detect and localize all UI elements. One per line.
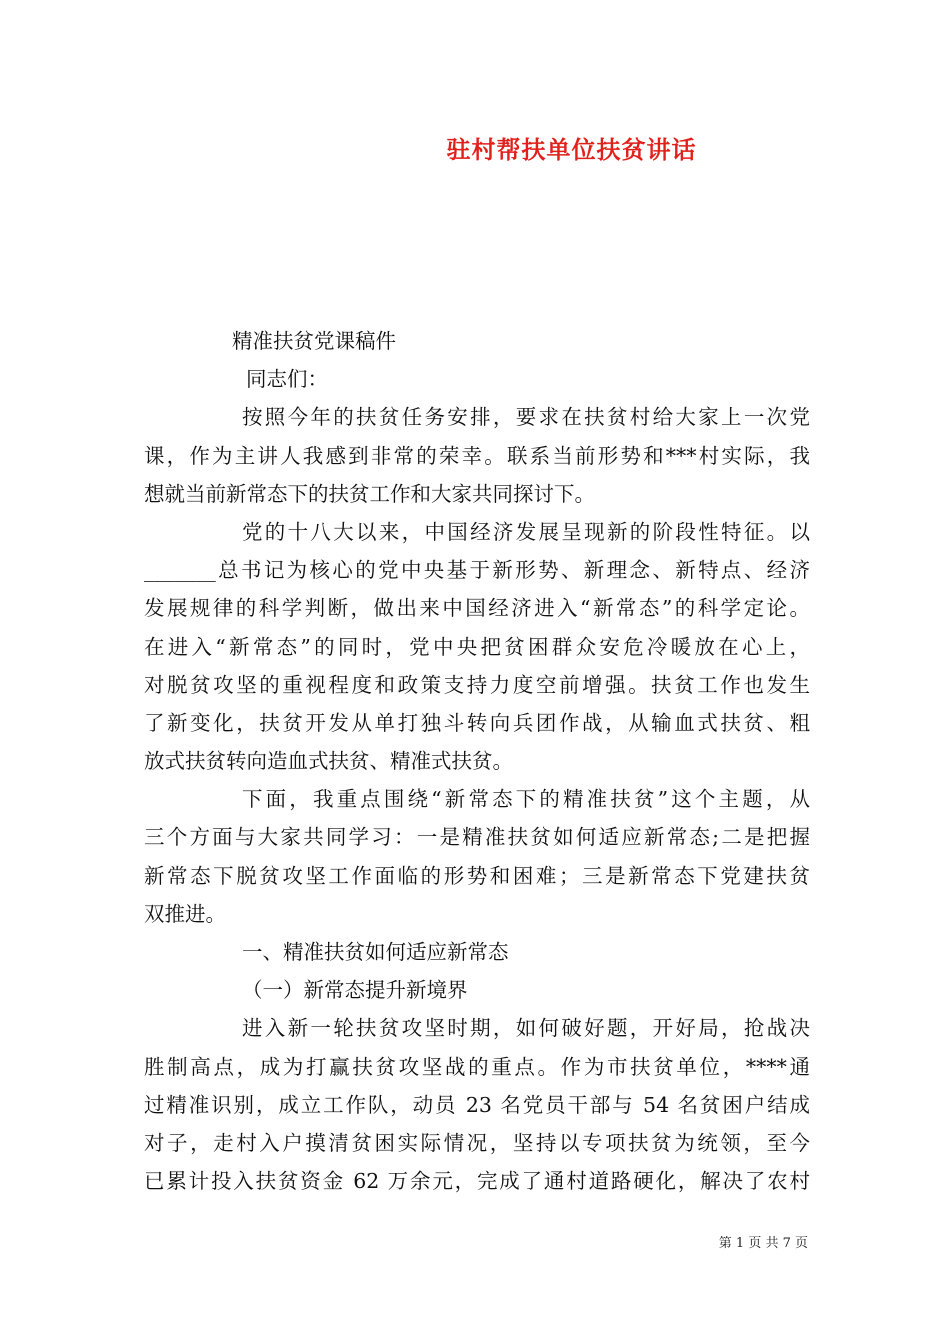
text-line: 对脱贫攻坚的重视程度和政策支持力度空前增强。扶贫工作也发生 [144,672,810,697]
text-line: 进入新一轮扶贫攻坚时期，如何破好题，开好局，抢战决 [242,1016,810,1041]
text-line: 党的十八大以来，中国经济发展呈现新的阶段性特征。以 [242,519,810,544]
text-line: 双推进。 [144,901,226,926]
text-line: （一）新常态提升新境界 [242,978,468,1003]
text-line: 已累计投入扶贫资金 62 万余元，完成了通村道路硬化，解决了农村 [144,1169,810,1194]
text-line: 了新变化，扶贫开发从单打独斗转向兵团作战，从输血式扶贫、粗 [144,710,810,735]
text-line: 放式扶贫转向造血式扶贫、精准式扶贫。 [144,749,513,774]
text-line: 在进入“新常态”的同时，党中央把贫困群众安危冷暖放在心上， [144,634,810,659]
document-body [144,322,810,1200]
text-line: 想就当前新常态下的扶贫工作和大家共同探讨下。 [144,481,595,506]
text-line: 过精准识别，成立工作队，动员 23 名党员干部与 54 名贫困户结成 [144,1092,810,1117]
text-line: 三个方面与大家共同学习：一是精准扶贫如何适应新常态;二是把握 [144,825,810,850]
text-line: 胜制高点，成为打赢扶贫攻坚战的重点。作为市扶贫单位，****通 [144,1054,810,1079]
text-line: 课，作为主讲人我感到非常的荣幸。联系当前形势和***村实际，我 [144,443,810,468]
page-footer: 第 1 页 共 7 页 [718,1236,808,1251]
document-title: 驻村帮扶单位扶贫讲话 [446,135,697,164]
text-line: 对子，走村入户摸清贫困实际情况，坚持以专项扶贫为统领，至今 [144,1130,810,1155]
text-line: 发展规律的科学判断，做出来中国经济进入“新常态”的科学定论。 [144,596,810,621]
text-line: 一、精准扶贫如何适应新常态 [242,940,509,964]
text-line: 精准扶贫党课稿件 [232,329,396,353]
text-line: 下面，我重点围绕“新常态下的精准扶贫”这个主题，从 [242,787,810,812]
text-line: _______总书记为核心的党中央基于新形势、新理念、新特点、经济 [144,558,810,583]
text-line: 同志们： [246,367,328,392]
text-line: 按照今年的扶贫任务安排，要求在扶贫村给大家上一次党 [242,405,810,430]
text-line: 新常态下脱贫攻坚工作面临的形势和困难；三是新常态下党建扶贫 [144,863,810,888]
